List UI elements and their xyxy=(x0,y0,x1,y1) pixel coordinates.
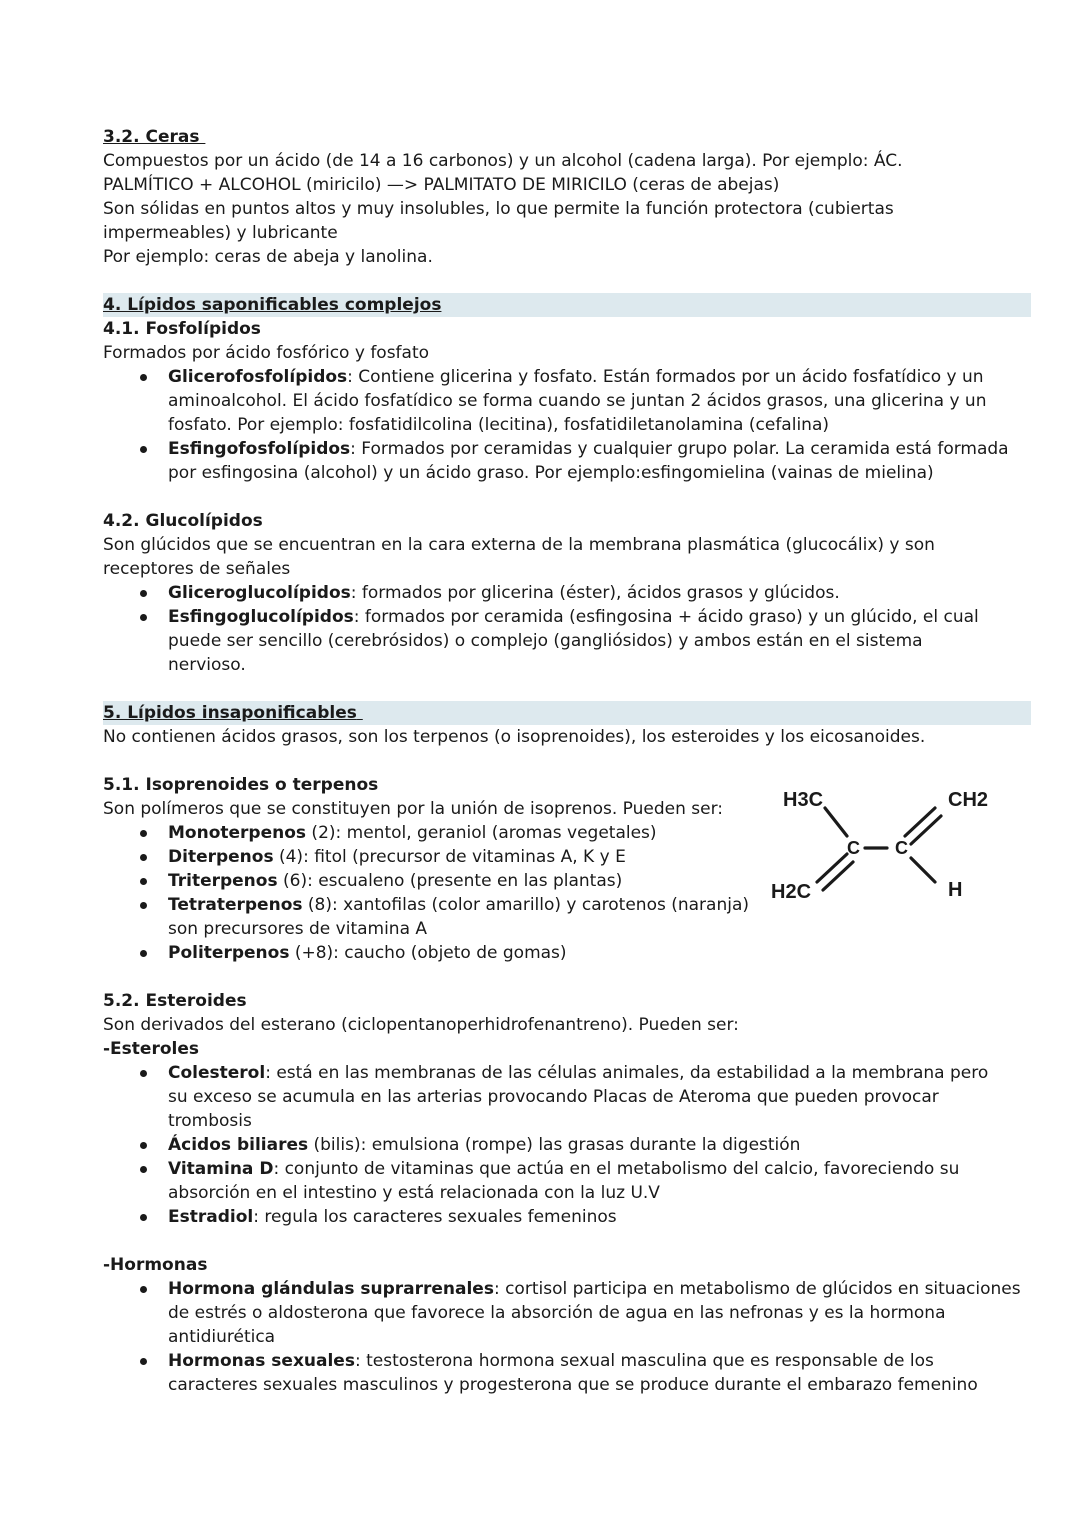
label-h3c: H3C xyxy=(783,789,824,811)
paragraph-line: Compuestos por un ácido (de 14 a 16 carbonos) y un alcohol (cadena larga). Por ejemplo: ÁC. xyxy=(103,151,903,171)
paragraph-line: Son polímeros que se constituyen por la unión de isoprenos. Pueden ser: xyxy=(103,799,724,819)
bullet-icon xyxy=(140,950,147,957)
section-title-lipidos-saponificables: 4. Lípidos saponificables complejos xyxy=(103,295,442,315)
bullet-icon xyxy=(140,590,147,597)
bullet-icon xyxy=(140,1358,147,1365)
label-h2c: H2C xyxy=(771,881,812,903)
bullet-icon xyxy=(140,1166,147,1173)
bullet-icon xyxy=(140,1142,147,1149)
label-c1: C xyxy=(847,838,860,858)
bond-double xyxy=(817,854,847,882)
bullet-icon xyxy=(140,374,147,381)
bullet-icon xyxy=(140,446,147,453)
label-ch2-top: CH2 xyxy=(948,789,989,811)
paragraph-line: Son sólidas en puntos altos y muy insolubles, lo que permite la función protectora (cubiertas xyxy=(103,199,894,219)
subsection-title-glucolipidos: 4.2. Glucolípidos xyxy=(103,511,263,531)
paragraph-line: Formados por ácido fosfórico y fosfato xyxy=(103,343,430,363)
group-title-esteroles: -Esteroles xyxy=(103,1039,199,1059)
label-c2: C xyxy=(895,838,908,858)
label-h: H xyxy=(948,879,963,901)
subsection-title-fosfolipidos: 4.1. Fosfolípidos xyxy=(103,319,261,339)
bullet-icon xyxy=(140,614,147,621)
section-title-ceras: 3.2. Ceras xyxy=(103,127,200,147)
bullet-icon xyxy=(140,1214,147,1221)
subsection-title-esteroides: 5.2. Esteroides xyxy=(103,991,247,1011)
paragraph-line: No contienen ácidos grasos, son los terpenos (o isoprenoides), los esteroides y los eicosanoides. xyxy=(103,727,926,747)
bond-single xyxy=(825,808,847,836)
section-title-lipidos-insaponificables: 5. Lípidos insaponificables xyxy=(103,703,357,723)
bond-double xyxy=(823,862,853,890)
bond-double xyxy=(905,808,935,836)
group-title-hormonas: -Hormonas xyxy=(103,1255,208,1275)
isoprene-structure-diagram xyxy=(765,778,1005,908)
paragraph-line: Son derivados del esterano (ciclopentanoperhidrofenantreno). Pueden ser: xyxy=(103,1015,739,1035)
bullet-icon xyxy=(140,1286,147,1293)
bond-double xyxy=(911,816,941,844)
subsection-title-terpenos: 5.1. Isoprenoides o terpenos xyxy=(103,775,379,795)
bullet-icon xyxy=(140,854,147,861)
paragraph-line: Por ejemplo: ceras de abeja y lanolina. xyxy=(103,247,433,267)
bullet-icon xyxy=(140,830,147,837)
paragraph-line: PALMÍTICO + ALCOHOL (miricilo) —> PALMITATO DE MIRICILO (ceras de abejas) xyxy=(103,175,780,195)
bullet-icon xyxy=(140,878,147,885)
paragraph-line: receptores de señales xyxy=(103,559,291,579)
bullet-icon xyxy=(140,902,147,909)
paragraph-line: Son glúcidos que se encuentran en la cara externa de la membrana plasmática (glucocálix) y son xyxy=(103,535,935,555)
bonds xyxy=(817,808,941,890)
paragraph-line: impermeables) y lubricante xyxy=(103,223,338,243)
bullet-icon xyxy=(140,1070,147,1077)
bond-single xyxy=(911,858,935,882)
